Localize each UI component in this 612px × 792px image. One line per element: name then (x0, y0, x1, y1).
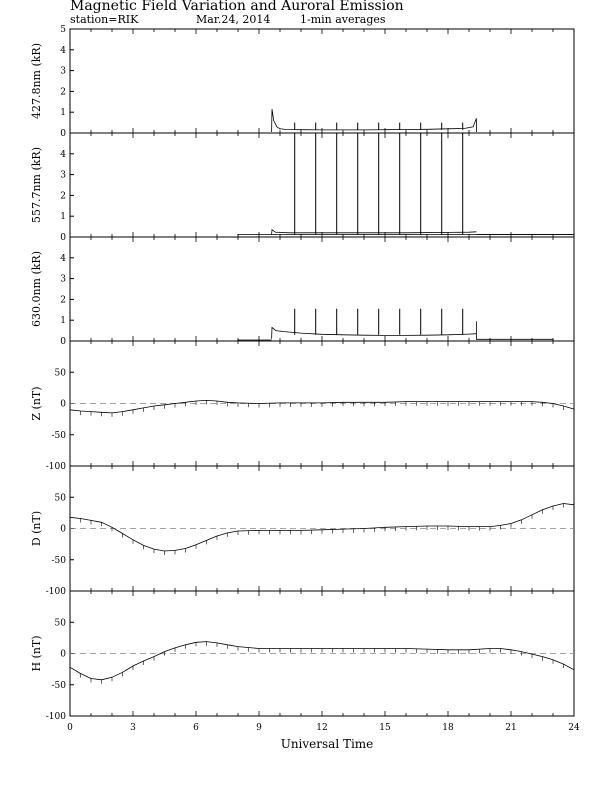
panel-557 (30, 133, 574, 243)
y-tick-label: -100 (45, 712, 66, 722)
y-tick-label: 1 (60, 212, 66, 223)
y-axis-label: 427.8nm (kR) (30, 42, 43, 120)
x-tick-label: 0 (67, 723, 73, 733)
y-tick-label: 5 (60, 25, 66, 35)
y-tick-label: 0 (60, 337, 66, 347)
chart-title: Magnetic Field Variation and Auroral Emission (70, 0, 404, 14)
x-tick-label: 3 (130, 723, 136, 733)
y-tick-label: 50 (54, 618, 66, 629)
y-tick-label: 50 (54, 493, 66, 504)
panel-Z (30, 341, 574, 472)
series-D-line (70, 504, 574, 552)
x-axis (67, 723, 580, 733)
y-tick-label: 4 (60, 253, 66, 264)
panel-427 (30, 25, 574, 139)
y-tick-label: -50 (51, 555, 66, 566)
x-tick-label: 24 (568, 723, 580, 733)
y-tick-label: 1 (60, 316, 66, 327)
x-tick-label: 15 (379, 723, 391, 733)
station-label: station=RIK (70, 13, 139, 26)
x-tick-label: 9 (256, 723, 262, 733)
panel-D (30, 466, 574, 597)
panel-H (30, 591, 574, 722)
series-emission-line (272, 328, 477, 339)
series-emission-line (272, 109, 477, 132)
y-tick-label: 3 (60, 66, 66, 77)
series-emission-line (272, 230, 477, 235)
y-tick-label: 4 (60, 149, 66, 160)
y-tick-label: 0 (60, 399, 66, 410)
y-tick-label: 2 (60, 87, 66, 98)
y-tick-label: 2 (60, 191, 66, 202)
y-axis-label: 557.7nm (kR) (30, 146, 43, 224)
panel-630 (30, 237, 574, 347)
panels (30, 25, 574, 722)
y-tick-label: 3 (60, 170, 66, 181)
y-tick-label: 0 (60, 129, 66, 139)
y-axis-label: Z (nT) (30, 386, 43, 421)
averages-label: 1-min averages (300, 13, 386, 26)
y-tick-label: 4 (60, 45, 66, 56)
y-axis-label: H (nT) (30, 635, 43, 672)
panel-frame (70, 133, 574, 237)
date-label: Mar.24, 2014 (196, 13, 271, 26)
series-H-line (70, 642, 574, 680)
y-tick-label: 0 (60, 524, 66, 535)
x-axis-label: Universal Time (280, 737, 374, 751)
y-tick-label: -50 (51, 430, 66, 441)
x-tick-label: 21 (505, 723, 517, 733)
y-tick-label: 2 (60, 295, 66, 306)
panel-frame (70, 237, 574, 341)
y-tick-label: 50 (54, 368, 66, 379)
panel-frame (70, 29, 574, 133)
y-tick-label: 1 (60, 108, 66, 119)
series-tail-line (476, 321, 574, 341)
x-tick-label: 18 (442, 723, 454, 733)
y-tick-label: 3 (60, 274, 66, 285)
y-tick-label: -100 (45, 462, 66, 472)
y-axis-label: D (nT) (30, 510, 43, 547)
x-tick-label: 6 (193, 723, 199, 733)
y-tick-label: 0 (60, 233, 66, 243)
y-tick-label: 0 (60, 649, 66, 660)
x-tick-label: 12 (316, 723, 328, 733)
y-tick-label: -50 (51, 680, 66, 691)
y-tick-label: -100 (45, 587, 66, 597)
y-axis-label: 630.0nm (kR) (30, 250, 43, 328)
